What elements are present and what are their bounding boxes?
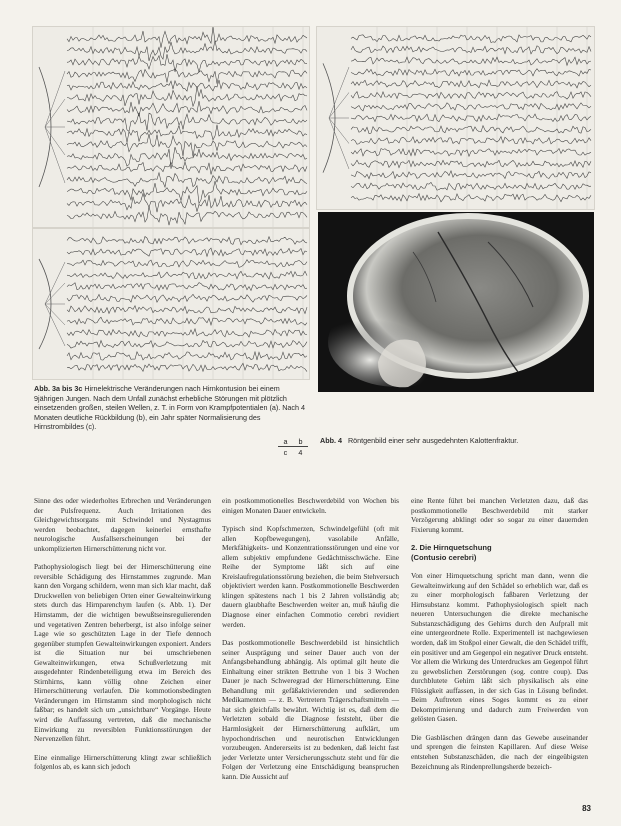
eeg-channel-line	[67, 173, 307, 187]
paragraph: Sinne des oder wiederholtes Erbrechen und Veränderungen der Pulsfrequenz. Auch Irritationen des Gleichgewichtsorgans mit Schwindel und Nystagmus werden beobachtet, dagegen keinerlei ernsthafte neurologische Ausfallserscheinungen bei der unkomplizierten Hirnerschütterung nicht vor.	[34, 496, 211, 553]
eeg-channel-line	[67, 193, 307, 212]
paragraph: Die Gasbläschen drängen dann das Gewebe auseinander und sprengen die feinsten Kapillaren. Auf diese Weise entstehen Substanzschäden, die nach der eingeübigsten Bezeichnung als Rindenprellungsherde bezeich-	[411, 732, 588, 771]
electrode-lead	[45, 127, 65, 155]
caption-text-3: Hirnelektrische Veränderungen nach Hirnkontusion bei einem 9jährigen Jungen. Nach dem Unfall zunächst erhebliche Störungen mit plötzlich einsetzenden großen, steilen Wellen, z. T. in Form von Krampfpotentialen (a). Nach 4 Monaten deutliche Rückbildung (b), ein Jahr später Normalisierung des Hirnstrombildes (c).	[34, 384, 305, 431]
electrode-lead	[329, 118, 349, 143]
eeg-channel-line	[67, 340, 307, 348]
eeg-channel-line	[67, 54, 307, 72]
electrode-lead	[45, 283, 65, 304]
skull-xray-image	[318, 212, 594, 392]
paragraph: Typisch sind Kopfschmerzen, Schwindelgefühl (oft mit allen Kopfbewegungen), vasolabile Anfälle, Merkfähigkeits- und Konzentrationsstörungen und eine vor allem subjektiv empfundene Gedächtnisschwäche. Eine Reihe der Symptome läßt sich auf eine Kreislaufregulationsstörung beziehen, die beim Stehversuch objektiviert werden kann. Postkommotionelle Beschwerden klingen spätestens nach 1 bis 2 Jahren vollständig ab; dauern glaubhafte Beschwerden weiter an, muß häufig die Diagnose einer einfachen Commotio cerebri revidiert werden.	[222, 524, 399, 629]
section-heading	[411, 543, 588, 563]
eeg-channel-line	[351, 46, 591, 54]
eeg-channel-line	[67, 206, 307, 225]
eeg-channel-line	[67, 294, 307, 302]
eeg-channel-line	[351, 182, 591, 190]
text-column-3	[411, 496, 588, 780]
eeg-channel-line	[67, 248, 307, 256]
text-column-1	[34, 496, 211, 781]
eeg-traces-c	[33, 229, 309, 379]
section-subtitle: (Contusio cerebri)	[411, 553, 477, 563]
caption-label-4: Abb. 4	[320, 436, 342, 445]
ref-c: c	[283, 447, 288, 457]
eeg-channel-line	[67, 237, 307, 245]
eeg-trace-3c	[32, 228, 310, 380]
page-number: 83	[582, 804, 591, 813]
eeg-channel-line	[67, 125, 307, 143]
eeg-channel-line	[67, 306, 307, 314]
paragraph: Das postkommotionelle Beschwerdebild ist hinsichtlich seiner Ausprägung und seiner Dauer auch von der Anfangsbehandlung abhängig. Als optimal gilt heute die Einhaltung einer strikten Bettruhe von 1 bis 3 Wochen Dauer je nach Schweregrad der Hirnerschütterung. Eine Behandlung mit gefäßaktivierenden und sedierenden Medikamenten — z. B. Vertretern Trägerschaftsmitteln — hat sich gleichfalls bewährt. Wichtig ist es, daß dem die Verletzten sobald die Diagnose feststeht, über die Harmlosigkeit der Hirnerschütterung aufklärt, um hypochondrischen und neurotischen Entwicklungen vorzubeugen. Andererseits ist zu bedenken, daß leicht fast jeder Verletzte unter Versicherungsschutz steht und für die Folgen der Verletzung eine Entschädigung beanspruchen kann. Die Aussicht auf	[222, 638, 399, 781]
eeg-channel-line	[351, 35, 591, 43]
eeg-channel-line	[67, 181, 307, 204]
eeg-channel-line	[67, 317, 307, 325]
eeg-channel-line	[351, 160, 591, 168]
eeg-traces-a	[33, 27, 309, 227]
paragraph: eine Rente führt bei manchen Verletzten dazu, daß das postkommotionelle Beschwerdebild mit starker Verzögerung abklingt oder so sogar zu einer dauernden Fixierung kommt.	[411, 496, 588, 534]
eeg-trace-3a	[32, 26, 310, 228]
eeg-channel-line	[67, 69, 307, 84]
eeg-channel-line	[67, 86, 307, 106]
section-title: Die Hirnquetschung	[419, 543, 492, 553]
eeg-traces-b	[317, 27, 594, 209]
skull-xray-graphic	[318, 212, 594, 392]
electrode-lead	[45, 99, 65, 127]
figure-caption-4	[320, 436, 596, 446]
eeg-channel-line	[351, 57, 591, 65]
section-number: 2.	[411, 543, 418, 553]
paragraph: Von einer Hirnquetschung spricht man dann, wenn die Gewalteinwirkung auf den Schädel so erheblich war, daß es zu einer morphologisch faßbaren Verletzung der Hirnsubstanz kommt. Pathophysiologisch spielt nach neueren Untersuchungen die direkte mechanische Substanzschädigung des Gehirns durch den Aufprall mit eine untergeordnete Rolle. Experimentell ist nachgewiesen worden, daß im Stoßpol einer Gewalt, die den Schädel trifft, ein positiver und am Gegenpol ein negativer Druck entsteht. Vor allem die Wirkung des Unterdruckes am Gegenpol führt zu gewebslichen Zerstörungen (sog. contre coup). Das durchblutete Gehirn läßt sich physikalisch als eine Flüssigkeit auffassen, in der sich Gas in Lösung befindet. Beim Auftreten eines Soges kommt es zu einer Dekomprimierung und dadurch zum Freiwerden von gelösten Gasen.	[411, 571, 588, 724]
eeg-channel-line	[351, 194, 591, 202]
eeg-channel-line	[351, 149, 591, 157]
eeg-channel-line	[351, 103, 591, 111]
paragraph: Pathophysiologisch liegt bei der Hirnerschütterung eine reversible Schädigung des Hirnstammes zugrunde. Man kann den Vorgang schildern, wenn man sich klar macht, daß Druckwellen von beliebigen Orten einer Gewalteinwirkung stets durch das Hirnparenchym laufen (s. Abb. 1). Der Hirnstamm, der die wichtigen bewußtseinsregulierenden und vegetativen Zentren beherbergt, ist also infolge seiner Lage wie so geschützten Lage in der Tiefe dennoch gegenüber stumpfen Gewalteinwirkungen exponiert. Anders ist die Situation nur bei umschriebenen Gewalteinwirkungen, etwa Schußverletzung mit ausgedehnter Rindenbeteiligung etwa im Bereich des Stirnhirns, kann völlig ohne Zeichen einer Hirnerschütterung verlaufen. Die kommotionsbedingten Veränderungen im Hirnstamm sind morphologisch nicht faßbar; es handelt sich um „unsichtbare“ Vorgänge. Heute wird die Auffassung vertreten, daß die mechanische Einwirkung zu reversiblen Funktionsstörungen der Nervenzellen führt.	[34, 562, 211, 744]
electrode-lead	[45, 304, 65, 325]
ref-4: 4	[298, 447, 303, 457]
eeg-channel-line	[351, 137, 591, 145]
eeg-channel-line	[67, 283, 307, 291]
eeg-channel-line	[351, 80, 591, 88]
eeg-channel-line	[351, 171, 591, 179]
eeg-channel-line	[351, 69, 591, 76]
eeg-channel-line	[351, 92, 591, 100]
caption-text-4: Röntgenbild einer sehr ausgedehnten Kalottenfraktur.	[347, 436, 519, 445]
ref-b: b	[298, 436, 303, 446]
eeg-channel-line	[67, 352, 307, 360]
eeg-channel-line	[67, 329, 307, 337]
eeg-trace-3b	[316, 26, 595, 210]
paragraph: Eine einmalige Hirnerschütterung klingt zwar schließlich folgenlos ab, es kann sich jedoch	[34, 752, 211, 772]
eeg-channel-line	[67, 147, 307, 169]
caption-label-3: Abb. 3a bis 3c	[34, 384, 83, 393]
text-column-2	[222, 496, 399, 790]
paragraph: ein postkommotionelles Beschwerdebild von Wochen bis einigen Monaten Dauer entwickeln.	[222, 496, 399, 515]
eeg-channel-line	[67, 271, 307, 279]
eeg-channel-line	[67, 27, 307, 48]
ref-a: a	[283, 436, 288, 446]
electrode-lead	[329, 93, 349, 118]
eeg-channel-line	[351, 114, 591, 122]
eeg-channel-line	[67, 260, 307, 268]
figure-caption-3	[34, 384, 308, 432]
figure-reference-key	[278, 436, 308, 456]
eeg-channel-line	[351, 126, 591, 134]
eeg-channel-line	[67, 162, 307, 175]
eeg-channel-line	[67, 363, 307, 371]
eeg-channel-line	[67, 134, 307, 157]
eeg-channel-line	[67, 113, 307, 132]
eeg-channel-line	[67, 80, 307, 91]
